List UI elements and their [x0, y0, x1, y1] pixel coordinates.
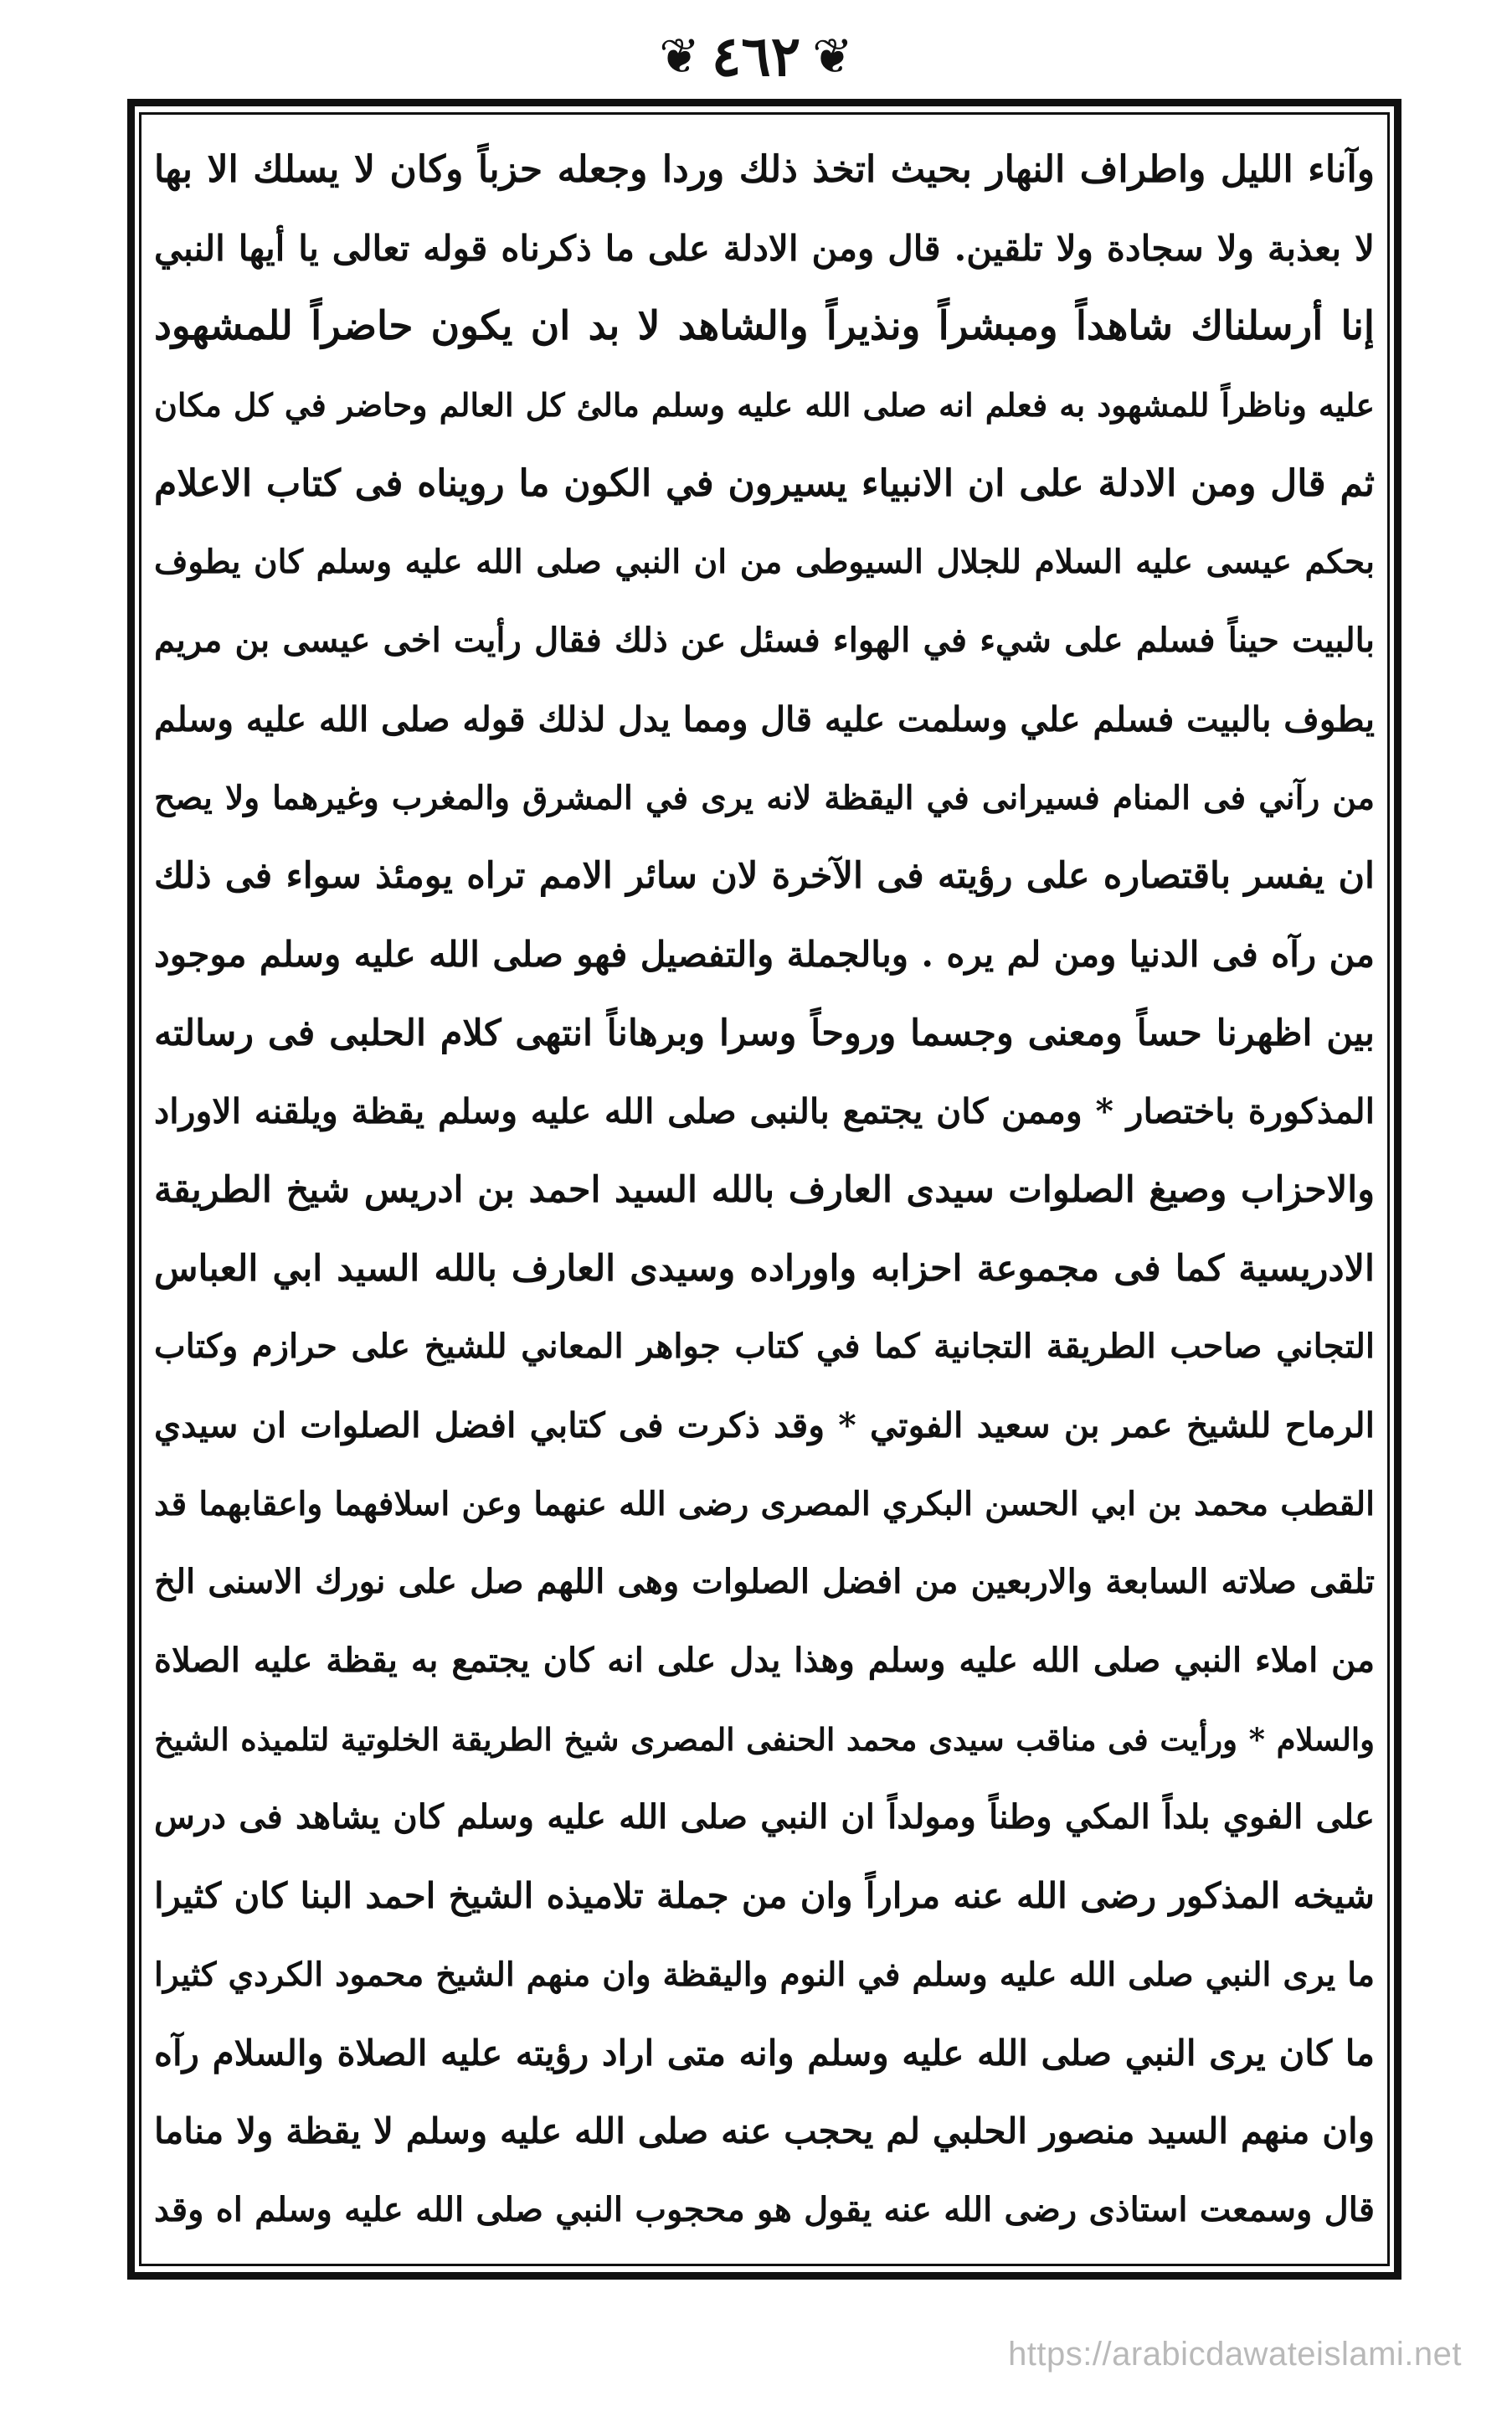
text-line: المذكورة باختصار * وممن كان يجتمع بالنبى صلى الله عليه وسلم يقظة ويلقنه الاوراد — [154, 1091, 1375, 1132]
text-line: الادريسية كما فى مجموعة احزابه واوراده وسيدى العارف بالله السيد ابي العباس — [154, 1247, 1375, 1290]
text-line: لا بعذبة ولا سجادة ولا تلقين. قال ومن الادلة على ما ذكرناه قوله تعالى يا أيها النبي — [154, 227, 1375, 269]
text-line: من رآني فى المنام فسيرانى في اليقظة لانه يرى في المشرق والمغرب وغيرهما ولا يصح — [154, 778, 1375, 817]
flourish-ornament-icon: ❦ — [812, 28, 853, 85]
text-line: من رآه فى الدنيا ومن لم يره . وبالجملة والتفصيل فهو صلى الله عليه وسلم موجود — [154, 933, 1375, 975]
text-line: بحكم عيسى عليه السلام للجلال السيوطى من ان النبي صلى الله عليه وسلم كان يطوف — [154, 543, 1375, 582]
text-line: ما كان يرى النبي صلى الله عليه وسلم وانه متى اراد رؤيته عليه الصلاة والسلام رآه — [154, 2032, 1375, 2074]
text-line: على الفوي بلداً المكي وطناً ومولداً ان النبي صلى الله عليه وسلم كان يشاهد فى درس — [154, 1797, 1375, 1837]
text-line: قال وسمعت استاذى رضى الله عنه يقول هو محجوب النبي صلى الله عليه وسلم اه وقد — [154, 2189, 1375, 2229]
text-line: ما يرى النبي صلى الله عليه وسلم في النوم واليقظة وان منهم الشيخ محمود الكردي كثيرا — [154, 1955, 1375, 1994]
text-line: القطب محمد بن ابي الحسن البكري المصرى رضى الله عنهما وعن اسلافهما واعقابهما قد — [154, 1484, 1375, 1523]
page-header — [0, 10, 1512, 102]
text-line: والاحزاب وصيغ الصلوات سيدى العارف بالله السيد احمد بن ادريس شيخ الطريقة — [154, 1168, 1375, 1211]
text-line: عليه وناظراً للمشهود به فعلم انه صلى الله عليه وسلم مالئ كل العالم وحاضر في كل مكان — [154, 386, 1375, 425]
body-text — [149, 124, 1380, 2258]
text-line: بالبيت حيناً فسلم على شيء في الهواء فسئل عن ذلك فقال رأيت اخى عيسى بن مريم — [154, 621, 1375, 661]
text-line: ان يفسر باقتصاره على رؤيته فى الآخرة لان سائر الامم تراه يومئذ سواء فى ذلك — [154, 855, 1375, 898]
text-line: شيخه المذكور رضى الله عنه مراراً وان من جملة تلاميذه الشيخ احمد البنا كان كثيرا — [154, 1875, 1375, 1917]
text-line: والسلام * ورأيت فى مناقب سيدى محمد الحنفى المصرى شيخ الطريقة الخلوتية لتلميذه الشيخ — [154, 1720, 1375, 1758]
text-line: إنا أرسلناك شاهداً ومبشراً ونذيراً والشاهد لا بد ان يكون حاضراً للمشهود — [154, 303, 1375, 350]
page-number: ٤٦٢ — [711, 23, 801, 89]
text-line: من املاء النبي صلى الله عليه وسلم وهذا يدل على انه كان يجتمع به يقظة عليه الصلاة — [154, 1641, 1375, 1681]
source-watermark: https://arabicdawateislami.net — [1008, 2336, 1462, 2373]
text-line: وآناء الليل واطراف النهار بحيث اتخذ ذلك وردا وجعله حزباً وكان لا يسلك الا بها — [154, 148, 1375, 191]
text-line: يطوف بالبيت فسلم علي وسلمت عليه قال ومما يدل لذلك قوله صلى الله عليه وسلم — [154, 698, 1375, 739]
text-line: تلقى صلاته السابعة والاربعين من افضل الصلوات وهى اللهم صل على نورك الاسنى الخ — [154, 1562, 1375, 1602]
text-line: الرماح للشيخ عمر بن سعيد الفوتي * وقد ذكرت فى كتابي افضل الصلوات ان سيدي — [154, 1405, 1375, 1445]
text-line: وان منهم السيد منصور الحلبي لم يحجب عنه صلى الله عليه وسلم لا يقظة ولا مناما — [154, 2110, 1375, 2152]
text-line: التجاني صاحب الطريقة التجانية كما في كتاب جواهر المعاني للشيخ على حرازم وكتاب — [154, 1327, 1375, 1367]
flourish-ornament-icon: ❦ — [659, 28, 700, 85]
text-line: ثم قال ومن الادلة على ان الانبياء يسيرون في الكون ما رويناه فى كتاب الاعلام — [154, 461, 1375, 505]
text-line: بين اظهرنا حساً ومعنى وجسما وروحاً وسرا وبرهاناً انتهى كلام الحلبى فى رسالته — [154, 1012, 1375, 1054]
